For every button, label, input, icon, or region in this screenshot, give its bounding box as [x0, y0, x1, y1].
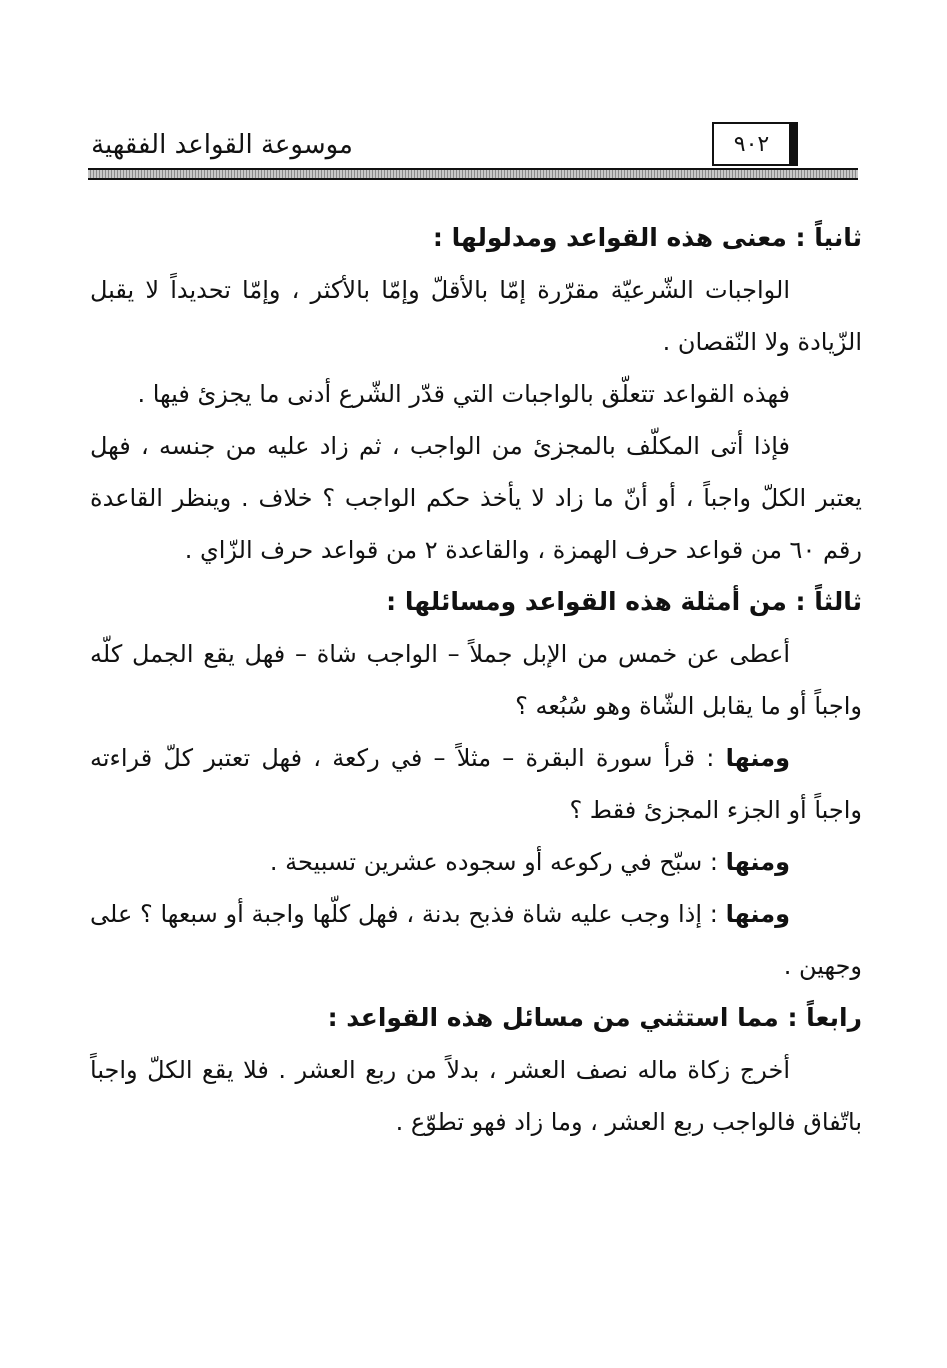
page-header: [88, 118, 858, 178]
example-lead: ومنها: [725, 744, 790, 772]
example-text: : إذا وجب عليه شاة فذبح بدنة ، فهل كلّها واجبة أو سبعها ؟ على وجهين .: [90, 900, 862, 980]
paragraph: فهذه القواعد تتعلّق بالواجبات التي قدّر الشّرع أدنى ما يجزئ فيها .: [137, 380, 790, 408]
paragraph: أعطى عن خمس من الإبل جملاً – الواجب شاة – فهل يقع الجمل كلّه واجباً أو ما يقابل الشّاة وهو سُبُعه ؟: [90, 640, 862, 720]
example-item: [90, 888, 862, 992]
example-item: [90, 732, 862, 836]
book-title: موسوعة القواعد الفقهية: [91, 130, 353, 160]
page-number-box: [712, 122, 798, 166]
section-heading: رابعاً : مما استثني من مسائل هذه القواعد :: [327, 1003, 862, 1032]
paragraph: فإذا أتى المكلّف بالمجزئ من الواجب ، ثم زاد عليه من جنسه ، فهل يعتبر الكلّ واجباً ، أو أنّ ما زاد لا يأخذ حكم الواجب ؟ خلاف . وينظر القاعدة رقم ٦٠ من قواعد حرف الهمزة ، والقاعدة ٢ من قواعد حرف الزّاي .: [90, 432, 862, 564]
example-lead: ومنها: [725, 848, 790, 876]
header-rule: [88, 168, 858, 180]
page-number: ٩٠٢: [733, 131, 770, 157]
example-text: : سبّح في ركوعه أو سجوده عشرين تسبيحة .: [269, 848, 726, 876]
section-heading: ثالثاً : من أمثلة هذه القواعد ومسائلها :: [386, 587, 862, 616]
paragraph: الواجبات الشّرعيّة مقرّرة إمّا بالأقلّ وإمّا بالأكثر ، وإمّا تحديداً لا يقبل الزّيادة ولا النّقصان .: [90, 276, 862, 356]
paragraph: أخرج زكاة ماله نصف العشر ، بدلاً من ربع العشر . فلا يقع الكلّ واجباً باتّفاق فالواجب ربع العشر ، وما زاد فهو تطوّع .: [90, 1056, 862, 1136]
page-body: [90, 212, 862, 1148]
example-lead: ومنها: [725, 900, 790, 928]
example-text: : قرأ سورة البقرة – مثلاً – في ركعة ، فهل تعتبر كلّ قراءته واجباً أو الجزء المجزئ فقط ؟: [90, 744, 862, 824]
section-heading: ثانياً : معنى هذه القواعد ومدلولها :: [432, 223, 862, 252]
example-item: [90, 836, 862, 888]
